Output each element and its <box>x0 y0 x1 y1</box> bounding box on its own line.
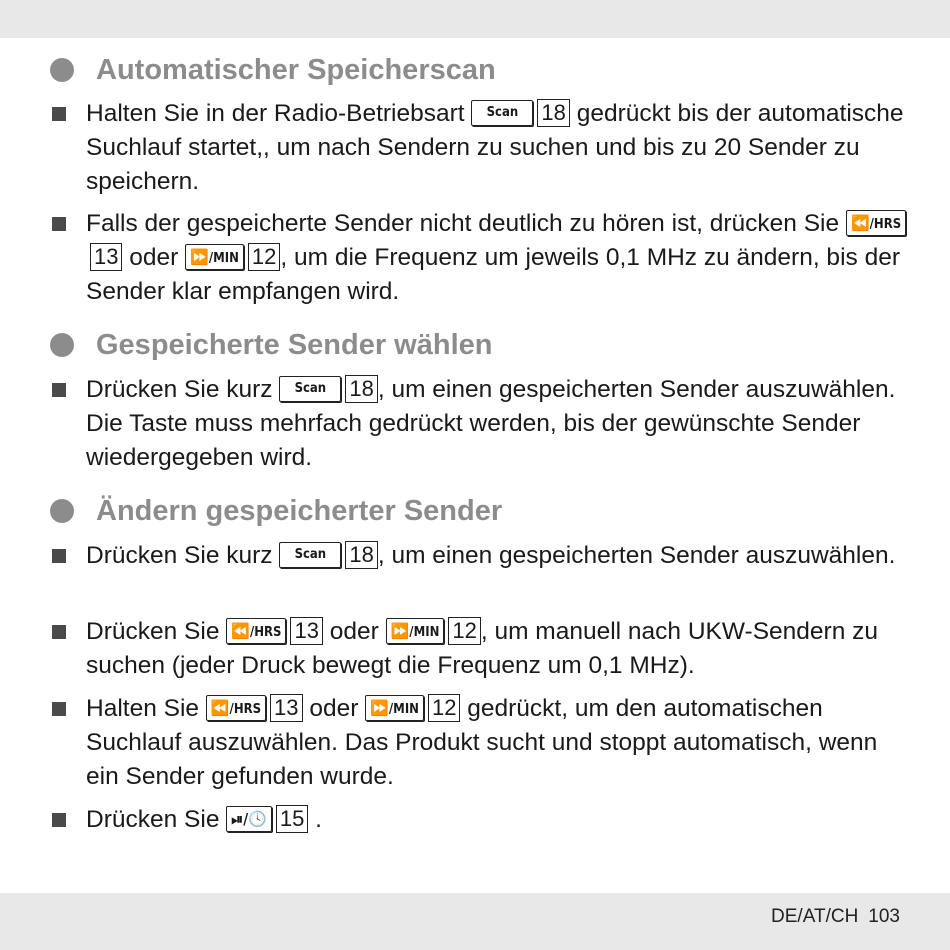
bullet-square-icon <box>52 549 66 563</box>
key-number: 12 <box>448 617 480 645</box>
forward-min-key-icon: ⏩/MIN <box>185 244 244 270</box>
bullet-square-icon <box>52 702 66 716</box>
bullet-square-icon <box>52 813 66 827</box>
item-text: oder <box>329 618 379 645</box>
heading-text: Automatischer Speicherscan <box>96 53 496 86</box>
bullet-square-icon <box>52 217 66 231</box>
key-label: HRS <box>233 701 262 717</box>
key-label: MIN <box>413 624 440 640</box>
item-text: , um die Frequenz um jeweils 0,1 MHz zu ändern, bis der Sender klar empfangen wird. <box>86 244 900 305</box>
item-text: , um einen gespeicherten Sender auszuwählen. Die Taste muss mehrfach gedrückt werden, bis der gewünschte Sender wiedergegeben wird. <box>86 376 896 471</box>
rewind-hrs-key-icon: ⏪/HRS <box>846 210 906 236</box>
key-number: 12 <box>248 243 280 271</box>
item-text: Falls der gespeicherte Sender nicht deutlich zu hören ist, drücken Sie <box>86 210 840 237</box>
key-number: 15 <box>276 805 308 833</box>
heading-text: Gespeicherte Sender wählen <box>96 328 493 361</box>
scan-key-icon: Scan <box>279 542 341 568</box>
play-pause-timer-key-icon: ⏯/🕓 <box>226 806 272 832</box>
key-number: 12 <box>428 694 460 722</box>
section-heading-aendern <box>50 491 502 531</box>
forward-min-key-icon: ⏩/MIN <box>365 695 424 721</box>
heading-text: Ändern gespeicherter Sender <box>96 494 503 527</box>
item-text: Drücken Sie kurz <box>86 376 273 403</box>
key-label: MIN <box>393 701 419 717</box>
item-text: Drücken Sie <box>86 618 220 645</box>
item-text: Drücken Sie kurz <box>86 542 273 569</box>
section-heading-sender-waehlen <box>50 325 492 365</box>
bullet-circle-icon <box>50 333 74 357</box>
item-text: gedrückt bis der automatische Suchlauf startet,, um nach Sendern zu suchen und bis zu 20 Sender zu speichern. <box>86 100 904 195</box>
key-number: 13 <box>90 243 122 271</box>
section-heading-speicherscan <box>50 50 496 90</box>
bullet-square-icon <box>52 625 66 639</box>
item-text: Drücken Sie <box>86 806 220 833</box>
list-item <box>52 692 912 794</box>
scan-key-icon: Scan <box>279 376 341 402</box>
item-text: , um manuell nach UKW-Sendern zu suchen (jeder Druck bewegt die Frequenz um 0,1 MHz). <box>86 618 879 679</box>
key-label: HRS <box>873 216 902 232</box>
item-text: oder <box>129 244 179 271</box>
bullet-square-icon <box>52 107 66 121</box>
list-item <box>52 803 912 837</box>
key-number: 18 <box>345 541 377 569</box>
item-text: Halten Sie in der Radio-Betriebsart <box>86 100 465 127</box>
top-band <box>0 0 950 38</box>
footer-region: DE/AT/CH <box>771 906 859 927</box>
list-item <box>52 539 912 573</box>
key-number: 13 <box>270 694 302 722</box>
list-item <box>52 615 912 683</box>
item-text: gedrückt, um den automatischen Suchlauf auszuwählen. Das Produkt sucht und stoppt automatisch, wenn ein Sender gefunden wurde. <box>86 695 878 790</box>
rewind-hrs-key-icon: ⏪/HRS <box>206 695 266 721</box>
list-item <box>52 373 912 475</box>
key-number: 18 <box>345 375 377 403</box>
list-item <box>52 207 912 309</box>
rewind-hrs-key-icon: ⏪/HRS <box>226 618 286 644</box>
list-item <box>52 97 912 199</box>
bullet-circle-icon <box>50 499 74 523</box>
bullet-circle-icon <box>50 58 74 82</box>
item-text: . <box>315 806 322 833</box>
page-footer <box>771 906 900 928</box>
key-number: 18 <box>537 99 569 127</box>
bullet-square-icon <box>52 383 66 397</box>
key-number: 13 <box>290 617 322 645</box>
key-label: HRS <box>254 624 282 640</box>
item-text: Halten Sie <box>86 695 200 722</box>
key-label: MIN <box>213 250 239 266</box>
page-number: 103 <box>868 906 900 927</box>
item-text: , um einen gespeicherten Sender auszuwählen. <box>377 542 896 569</box>
scan-key-icon: Scan <box>471 100 533 126</box>
forward-min-key-icon: ⏩/MIN <box>386 618 445 644</box>
item-text: oder <box>309 695 359 722</box>
